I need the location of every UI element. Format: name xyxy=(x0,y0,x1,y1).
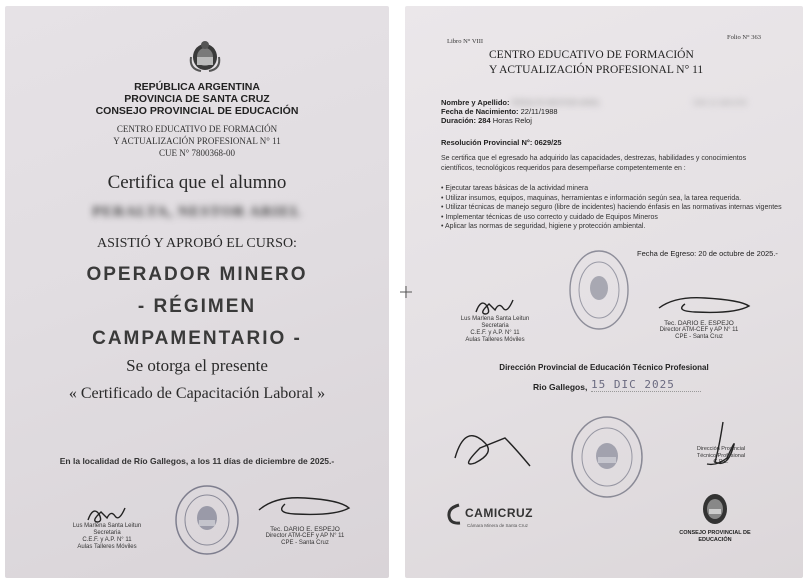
director-org: CPE - Santa Cruz xyxy=(281,540,329,546)
competence-intro: Se certifica que el egresado ha adquirido las capacidades, destrezas, habilidades y conocimientos científicos, tecnológicos requeridos para desempeñarse competentemente en : xyxy=(441,155,747,172)
attended-line: ASISTIÓ Y APROBÓ EL CURSO: xyxy=(97,236,297,251)
director-provincial-label-3: C.P.E. xyxy=(713,459,729,465)
director-provincial-label-2: Técnico Profesional xyxy=(696,452,746,459)
student-details xyxy=(441,98,781,125)
certificate-back-page xyxy=(405,6,803,578)
director-role: Director ATM-CEF y AP N° 11 xyxy=(659,327,739,333)
province-line: PROVINCIA DE SANTA CRUZ xyxy=(124,93,270,105)
course-line-2: - RÉGIMEN xyxy=(137,296,257,317)
name-label: Nombre y Apellido: xyxy=(441,98,510,107)
secretary-signature xyxy=(473,296,518,318)
director-provincial-block xyxy=(681,446,761,466)
competence-list xyxy=(441,184,791,232)
duration-label: Duración: xyxy=(441,116,477,125)
competence-item: • Utilizar técnicas de manejo seguro (libre de incidentes) haciendo énfasis en las normativas internas vigentes xyxy=(441,204,782,211)
duration-value: 284 xyxy=(478,116,491,125)
camicruz-name: CAMICRUZ xyxy=(465,506,533,520)
center-line-2: Y ACTUALIZACIÓN PROFESIONAL N° 11 xyxy=(113,136,281,146)
republic-line: REPÚBLICA ARGENTINA xyxy=(134,81,260,93)
certificate-front-page xyxy=(5,6,389,578)
director-role: Director ATM-CEF y AP N° 11 xyxy=(265,533,345,539)
official-seal-icon xyxy=(569,414,645,500)
back-title xyxy=(489,48,703,78)
cue-line: CUE N° 7800368-00 xyxy=(158,148,236,158)
competence-item: • Utilizar insumos, equipos, maquinas, herramientas e información según sea, la tarea requerida. xyxy=(441,194,742,202)
crosshair-cursor-icon xyxy=(400,286,412,298)
council-emblem-icon xyxy=(701,492,729,526)
provincial-signature xyxy=(445,418,535,478)
director-name: Tec. DARIO E. ESPEJO xyxy=(664,320,734,327)
course-title xyxy=(5,259,389,355)
secretary-signature-block xyxy=(57,523,157,551)
secretary-sub: Aulas Talleres Móviles xyxy=(77,544,137,550)
director-signature-block xyxy=(649,320,749,341)
camicruz-mark-icon xyxy=(445,502,463,526)
director-name: Tec. DARIO E. ESPEJO xyxy=(270,526,340,533)
council-line: CONSEJO PROVINCIAL DE EDUCACIÓN xyxy=(95,105,299,117)
student-name: PERALTA, NESTOR ARIEL xyxy=(92,204,302,220)
competence-item: • Aplicar las normas de seguridad, higiene y protección ambiental. xyxy=(441,223,646,230)
director-provincial-label-1: Dirección Provincial xyxy=(696,446,746,452)
certificate-name: « Certificado de Capacitación Laboral » xyxy=(68,385,326,402)
competence-item: • Ejecutar tareas básicas de la actividad minera xyxy=(441,185,589,192)
director-signature-block xyxy=(255,526,355,547)
director-org: CPE - Santa Cruz xyxy=(675,334,723,340)
granted-line: Se otorga el presente xyxy=(126,356,268,375)
official-seal-icon xyxy=(173,484,241,556)
header-block xyxy=(5,81,389,117)
secretary-signature-block xyxy=(445,316,545,344)
secretary-name: Lus Marlena Santa Leitun xyxy=(460,316,530,322)
coat-of-arms-icon xyxy=(187,39,223,73)
secretary-name: Lus Marlena Santa Leitun xyxy=(72,523,142,529)
back-title-line-2: Y ACTUALIZACIÓN PROFESIONAL N° 11 xyxy=(489,64,704,76)
center-block xyxy=(5,123,389,159)
center-line-1: CENTRO EDUCATIVO DE FORMACIÓN xyxy=(116,124,278,134)
competence-item: • Implementar técnicas de uso correcto y cuidado de Equipos Mineros xyxy=(441,213,658,221)
secretary-org: C.E.F. y A.P. N° 11 xyxy=(470,330,520,336)
place-date-line: En la localidad de Río Gallegos, a los 11 días de diciembre de 2025.- xyxy=(59,456,335,466)
duration-unit: Horas Reloj xyxy=(492,116,532,125)
secretary-role: Secretaria xyxy=(93,530,121,536)
certifies-heading: Certifica que el alumno xyxy=(107,172,287,193)
director-signature xyxy=(255,488,355,522)
birth-value: 22/11/1988 xyxy=(520,107,558,116)
official-seal-icon xyxy=(567,248,631,332)
secretary-role: Secretaria xyxy=(481,323,509,329)
director-signature xyxy=(655,290,755,320)
book-number: Libro N° VIII xyxy=(447,38,484,45)
direction-title: Dirección Provincial de Educación Técnico Profesional xyxy=(499,363,709,372)
name-value: PERALTA NESTOR ARIEL xyxy=(511,98,601,107)
council-label: CONSEJO PROVINCIAL DE EDUCACIÓN xyxy=(679,530,751,543)
egress-date: Fecha de Egreso: 20 de octubre de 2025.- xyxy=(637,249,778,258)
secretary-sub: Aulas Talleres Móviles xyxy=(465,337,525,343)
city-label: Rio Gallegos, xyxy=(533,382,588,392)
folio-number: Folio N° 363 xyxy=(726,34,761,41)
secretary-org: C.E.F. y A.P. N° 11 xyxy=(82,537,132,543)
dni-value: DNI 12.345.678 xyxy=(693,98,747,107)
resolution-line: Resolución Provincial N°: 0629/25 xyxy=(441,138,562,147)
birth-label: Fecha de Nacimiento: xyxy=(441,107,519,116)
camicruz-subtitle: Cámara Minera de Santa Cruz xyxy=(467,523,529,528)
course-line-1: OPERADOR MINERO xyxy=(86,264,308,285)
back-title-line-1: CENTRO EDUCATIVO DE FORMACIÓN xyxy=(489,49,694,61)
course-line-3: CAMPAMENTARIO - xyxy=(92,328,302,349)
date-stamp: 15 DIC 2025 xyxy=(591,378,701,392)
